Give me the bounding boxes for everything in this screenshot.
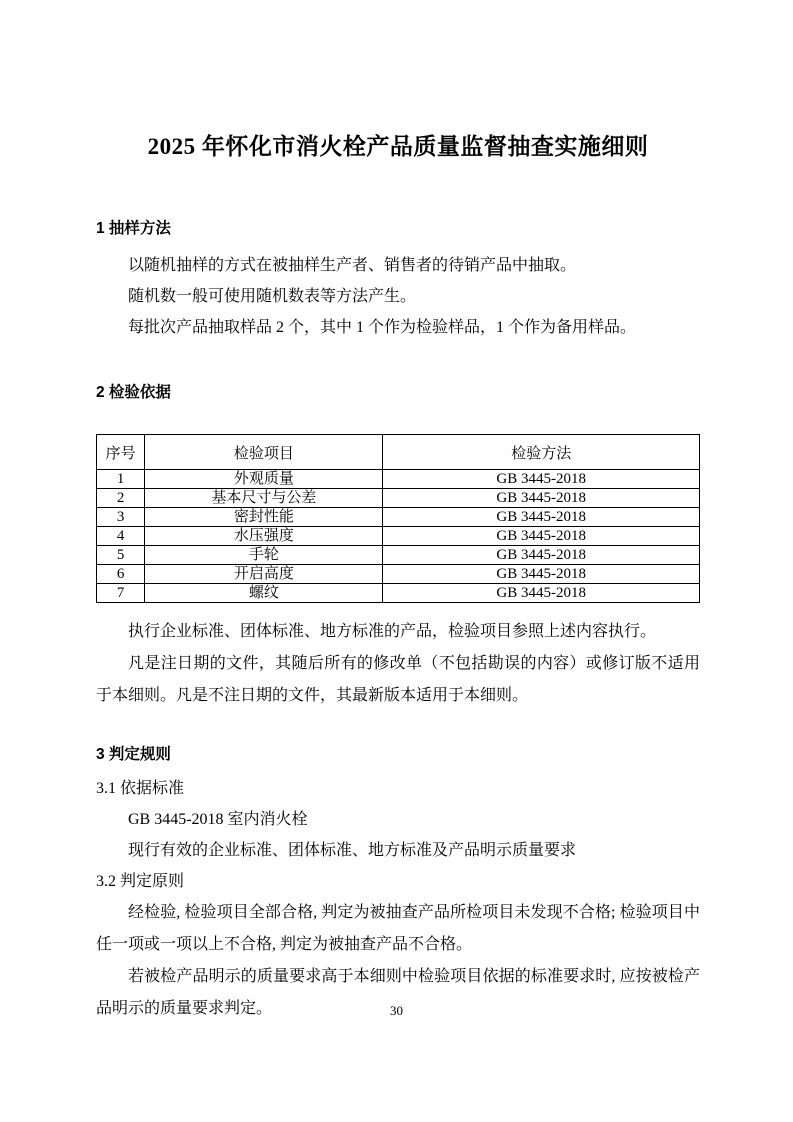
cell-index: 4 (97, 527, 145, 546)
cell-method: GB 3445-2018 (383, 489, 700, 508)
cell-item: 基本尺寸与公差 (145, 489, 383, 508)
paragraph: GB 3445-2018 室内消火栓 (128, 811, 308, 828)
section2-body (96, 616, 700, 712)
subsection-32-heading: 3.2 判定原则 (96, 873, 185, 890)
table-header-row (97, 435, 700, 470)
table-row (97, 546, 700, 565)
cell-method: GB 3445-2018 (383, 565, 700, 584)
paragraph: 执行企业标准、团体标准、地方标准的产品，检验项目参照上述内容执行。 (128, 623, 657, 640)
cell-method: GB 3445-2018 (383, 508, 700, 527)
subsection-31-heading: 3.1 依据标准 (96, 780, 185, 797)
cell-index: 5 (97, 546, 145, 565)
cell-item: 密封性能 (145, 508, 383, 527)
cell-item: 开启高度 (145, 565, 383, 584)
section3-heading: 3 判定规则 (96, 746, 171, 763)
inspection-table (96, 434, 700, 603)
table-row (97, 527, 700, 546)
table-row (97, 470, 700, 489)
cell-method: GB 3445-2018 (383, 527, 700, 546)
paragraph: 随机数一般可使用随机数表等方法产生。 (128, 288, 417, 305)
column-header-method: 检验方法 (383, 435, 700, 470)
paragraph: 现行有效的企业标准、团体标准、地方标准及产品明示质量要求 (128, 842, 577, 859)
page-title: 2025 年怀化市消火栓产品质量监督抽查实施细则 (147, 134, 649, 159)
table-row (97, 508, 700, 527)
cell-item: 外观质量 (145, 470, 383, 489)
section1-heading: 1 抽样方法 (96, 220, 171, 237)
section3-body (96, 773, 700, 1025)
inspection-table-container (96, 434, 700, 603)
column-header-item: 检验项目 (145, 435, 383, 470)
cell-index: 1 (97, 470, 145, 489)
cell-index: 3 (97, 508, 145, 527)
cell-index: 6 (97, 565, 145, 584)
paragraph: 凡是注日期的文件，其随后所有的修改单（不包括勘误的内容）或修订版不适用于本细则。凡是不注日期的文件，其最新版本适用于本细则。 (96, 655, 700, 704)
page-number: 30 (390, 1003, 403, 1018)
cell-index: 7 (97, 584, 145, 603)
cell-item: 手轮 (145, 546, 383, 565)
cell-method: GB 3445-2018 (383, 470, 700, 489)
cell-method: GB 3445-2018 (383, 546, 700, 565)
column-header-index: 序号 (97, 435, 145, 470)
cell-index: 2 (97, 489, 145, 508)
table-row (97, 489, 700, 508)
paragraph: 每批次产品抽取样品 2 个，其中 1 个作为检验样品，1 个作为备用样品。 (128, 319, 637, 336)
paragraph: 经检验, 检验项目全部合格, 判定为被抽查产品所检项目未发现不合格; 检验项目中任一项或一项以上不合格, 判定为被抽查产品不合格。 (96, 904, 700, 953)
section1-body (96, 250, 700, 343)
paragraph: 以随机抽样的方式在被抽样生产者、销售者的待销产品中抽取。 (128, 257, 577, 274)
table-row (97, 584, 700, 603)
cell-item: 水压强度 (145, 527, 383, 546)
cell-item: 螺纹 (145, 584, 383, 603)
table-row (97, 565, 700, 584)
paragraph: 若被检产品明示的质量要求高于本细则中检验项目依据的标准要求时, 应按被检产品明示的质量要求判定。 (96, 968, 700, 1017)
cell-method: GB 3445-2018 (383, 584, 700, 603)
section2-heading: 2 检验依据 (96, 384, 171, 401)
